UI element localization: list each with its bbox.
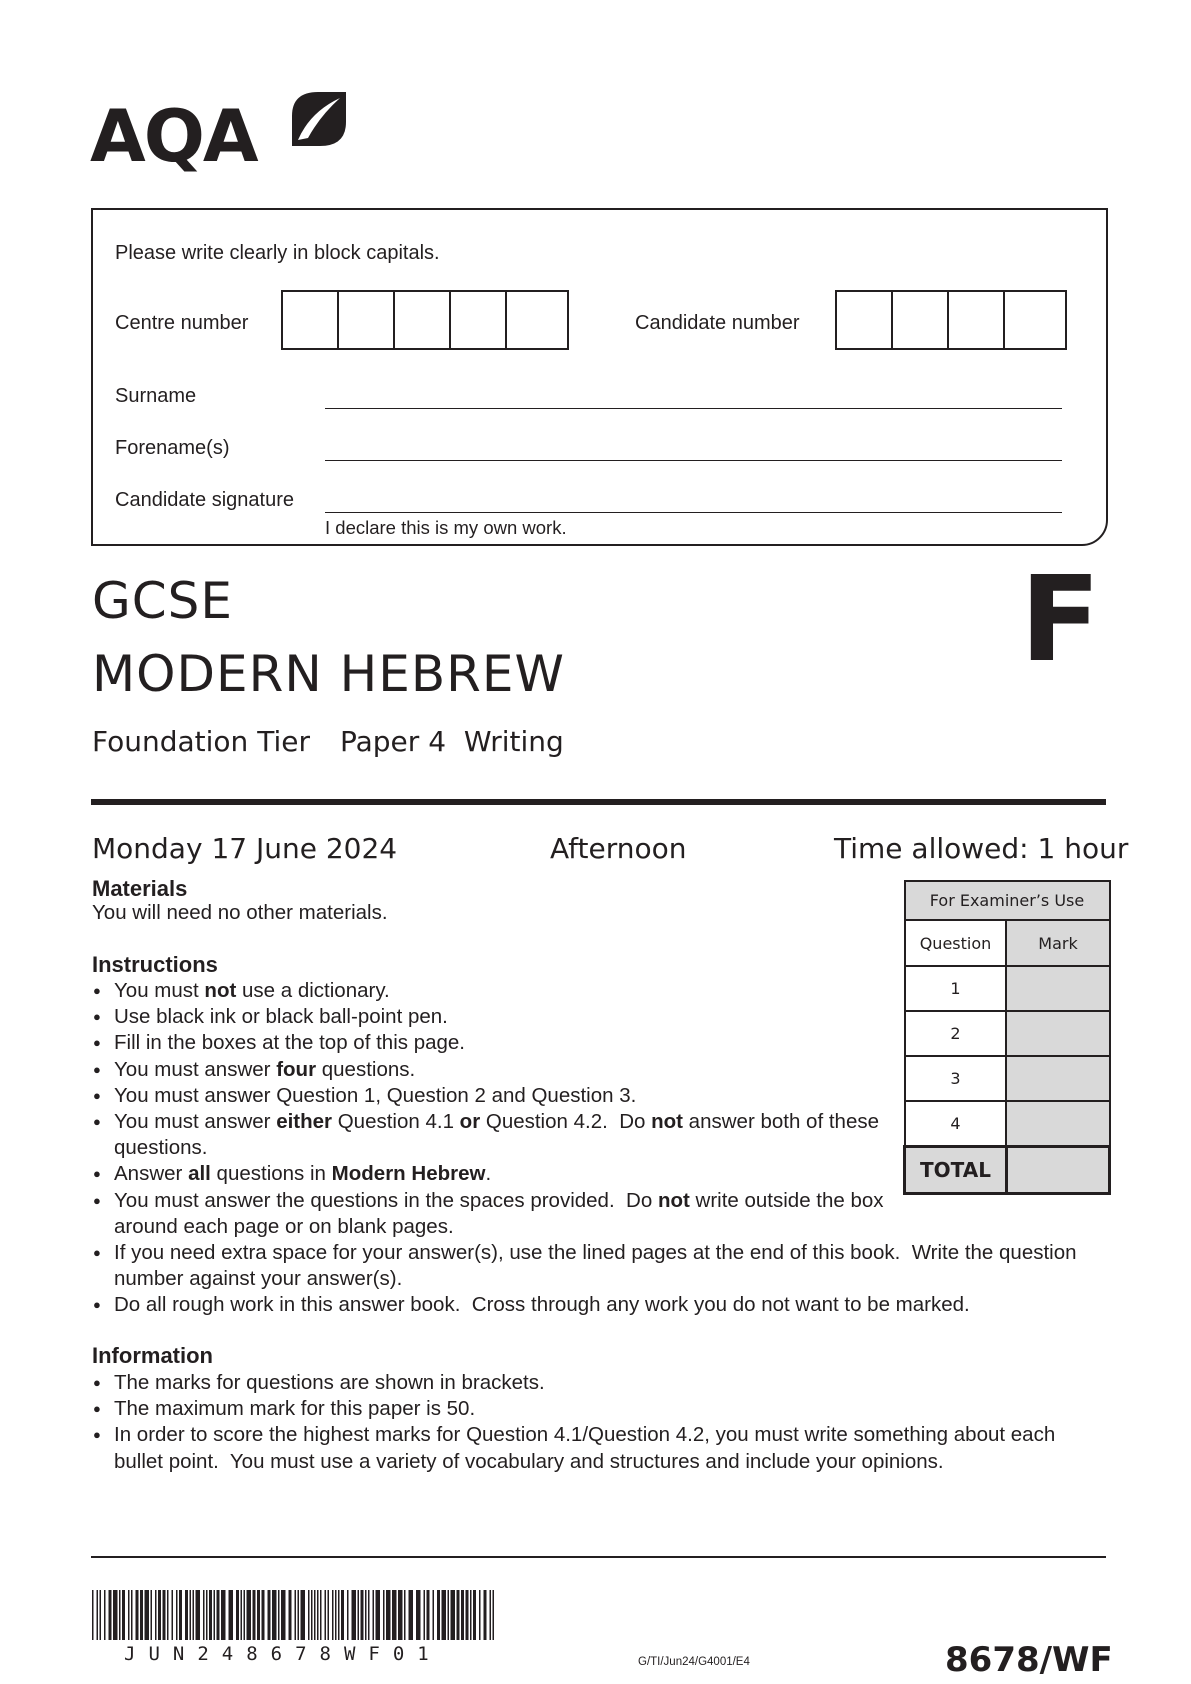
forenames-line[interactable] [325,460,1062,461]
question-number: 4 [905,1101,1007,1147]
barcode-number: JUN248678WF01 [124,1643,442,1665]
list-item: ● You must answer the questions in the spaces provided. Do not write outside the box around each page or on blank pages. [92,1188,894,1240]
paper-code: 8678/WF [945,1640,1113,1680]
candidate-number-boxes[interactable] [835,290,1067,350]
signature-line[interactable] [325,512,1062,513]
examiners-use-table [903,880,1111,1195]
centre-number-digit[interactable] [507,292,563,348]
mark-cell [1006,966,1109,1011]
subject-title: MODERN HEBREW [92,645,565,703]
list-item: ● If you need extra space for your answer(s), use the lined pages at the end of this book. Write the question number against your answer(s). [92,1240,1102,1292]
list-item: ● The marks for questions are shown in brackets. [92,1370,1102,1396]
information-list [92,1370,1102,1475]
signature-label: Candidate signature [115,489,295,511]
examiner-table-title: For Examiner’s Use [905,881,1110,920]
candidate-number-digit[interactable] [1005,292,1061,348]
list-item: ● The maximum mark for this paper is 50. [92,1396,1102,1422]
list-item: ● You must answer Question 1, Question 2 and Question 3. [92,1083,1102,1109]
candidate-number-digit[interactable] [837,292,893,348]
time-allowed: Time allowed: 1 hour [834,832,1129,865]
footer-divider [91,1556,1106,1558]
title-divider [91,799,1106,805]
exam-session: Afternoon [550,832,687,865]
question-number: 1 [905,966,1007,1011]
centre-number-digit[interactable] [395,292,451,348]
exam-date: Monday 17 June 2024 [92,832,398,865]
centre-number-digit[interactable] [451,292,507,348]
surname-label: Surname [115,385,197,407]
tier-label: Foundation Tier [92,725,310,758]
instructions-heading: Instructions [92,952,218,977]
total-label: TOTAL [905,1147,1007,1194]
candidate-number-digit[interactable] [893,292,949,348]
aqa-logo [90,88,355,183]
list-item: ● You must answer four questions. [92,1057,1102,1083]
mark-cell [1006,1011,1109,1056]
centre-number-digit[interactable] [283,292,339,348]
candidate-number-digit[interactable] [949,292,1005,348]
surname-line[interactable] [325,408,1062,409]
materials-text: You will need no other materials. [92,901,388,924]
information-heading: Information [92,1343,213,1368]
forenames-label: Forename(s) [115,437,230,459]
list-item: ● Do all rough work in this answer book. Cross through any work you do not want to be marked. [92,1292,1102,1318]
list-item: ● Fill in the boxes at the top of this page. [92,1030,1102,1056]
paper-label: Paper 4 Writing [340,725,564,758]
centre-number-digit[interactable] [339,292,395,348]
logo-text: AQA [90,94,257,178]
question-number: 3 [905,1056,1007,1101]
list-item: ● Use black ink or black ball-point pen. [92,1004,1102,1030]
mark-column-header: Mark [1006,920,1109,966]
centre-number-label: Centre number [115,312,249,334]
tier-letter: F [1020,550,1101,688]
total-mark-cell [1006,1147,1109,1194]
candidate-details-box [91,208,1108,546]
list-item: ● You must answer either Question 4.1 or Question 4.2. Do not answer both of these questions. [92,1109,914,1161]
block-capitals-instruction: Please write clearly in block capitals. [115,242,440,264]
centre-number-boxes[interactable] [281,290,569,350]
mark-cell [1006,1056,1109,1101]
paper-reference: G/TI/Jun24/G4001/E4 [638,1656,750,1668]
materials-heading: Materials [92,876,188,901]
barcode [92,1590,497,1640]
leaf-icon [290,90,348,148]
declaration-text: I declare this is my own work. [325,517,567,538]
mark-cell [1006,1101,1109,1147]
qualification-title: GCSE [92,572,233,630]
list-item: ● You must not use a dictionary. [92,978,1102,1004]
list-item: ● In order to score the highest marks for Question 4.1/Question 4.2, you must write something about each bullet point. You must use a variety of vocabulary and structures and include your opinions. [92,1422,1102,1474]
list-item: ● Answer all questions in Modern Hebrew. [92,1161,1102,1187]
question-number: 2 [905,1011,1007,1056]
question-column-header: Question [905,920,1007,966]
candidate-number-label: Candidate number [635,312,800,334]
